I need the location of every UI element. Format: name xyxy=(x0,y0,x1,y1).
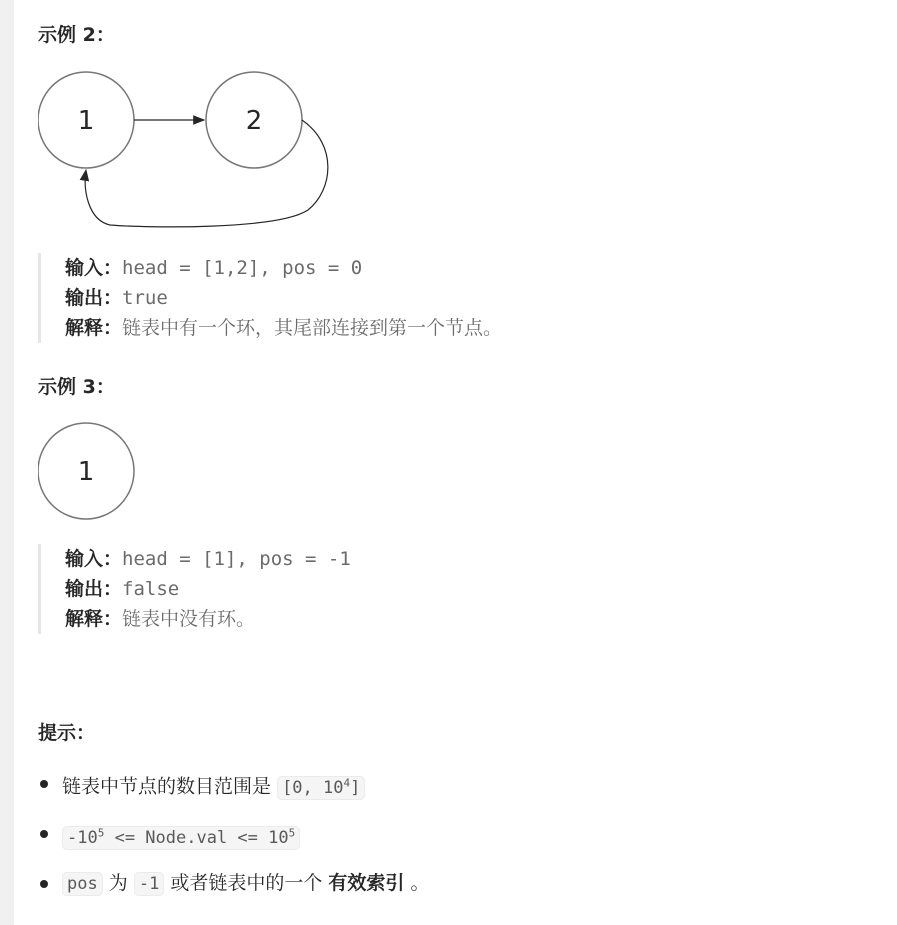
node-label: 1 xyxy=(77,106,95,136)
output-value: true xyxy=(122,287,168,309)
bullet-icon xyxy=(40,830,48,838)
input-label: 输入： xyxy=(65,257,123,279)
node-label: 1 xyxy=(77,457,95,487)
bullet-icon xyxy=(40,780,48,788)
explain-value: 链表中没有环。 xyxy=(122,608,256,630)
output-value: false xyxy=(122,578,180,600)
list-item xyxy=(38,766,430,816)
explain-label: 解释： xyxy=(65,317,123,339)
list-item xyxy=(38,816,430,866)
output-label: 输出： xyxy=(65,578,123,600)
example-2-block xyxy=(38,253,502,343)
constraints-list xyxy=(38,766,430,916)
constraint-code: [0, $10^4$] xyxy=(277,776,365,800)
left-rail xyxy=(0,0,14,925)
constraint-text: 为 xyxy=(108,872,128,894)
input-value: head = [1,2], pos = 0 xyxy=(122,257,363,279)
example-2-diagram xyxy=(38,70,348,239)
constraint-text: 。 xyxy=(410,872,430,894)
constraint-emphasis: 有效索引 xyxy=(328,872,405,894)
constraint-code: $-10^5$ <= Node.val <= $10^5$ xyxy=(62,826,300,850)
constraint-text: 链表中节点的数目范围是 xyxy=(62,775,272,798)
explain-label: 解释： xyxy=(65,608,123,630)
example-3-diagram xyxy=(38,422,138,526)
hints-heading: 提示： xyxy=(38,722,96,744)
constraint-text: 或者链表中的一个 xyxy=(170,872,323,894)
example-2-heading: 示例 2： xyxy=(38,24,115,46)
constraint-code: -1 xyxy=(134,872,164,896)
input-value: head = [1], pos = -1 xyxy=(122,548,351,570)
constraint-code: pos xyxy=(62,872,103,896)
input-label: 输入： xyxy=(65,548,123,570)
bullet-icon xyxy=(40,880,48,888)
list-item xyxy=(38,866,430,916)
node-label: 2 xyxy=(245,106,263,136)
example-3-heading: 示例 3： xyxy=(38,376,115,398)
example-3-block xyxy=(38,544,351,634)
output-label: 输出： xyxy=(65,287,123,309)
explain-value: 链表中有一个环，其尾部连接到第一个节点。 xyxy=(122,317,503,339)
